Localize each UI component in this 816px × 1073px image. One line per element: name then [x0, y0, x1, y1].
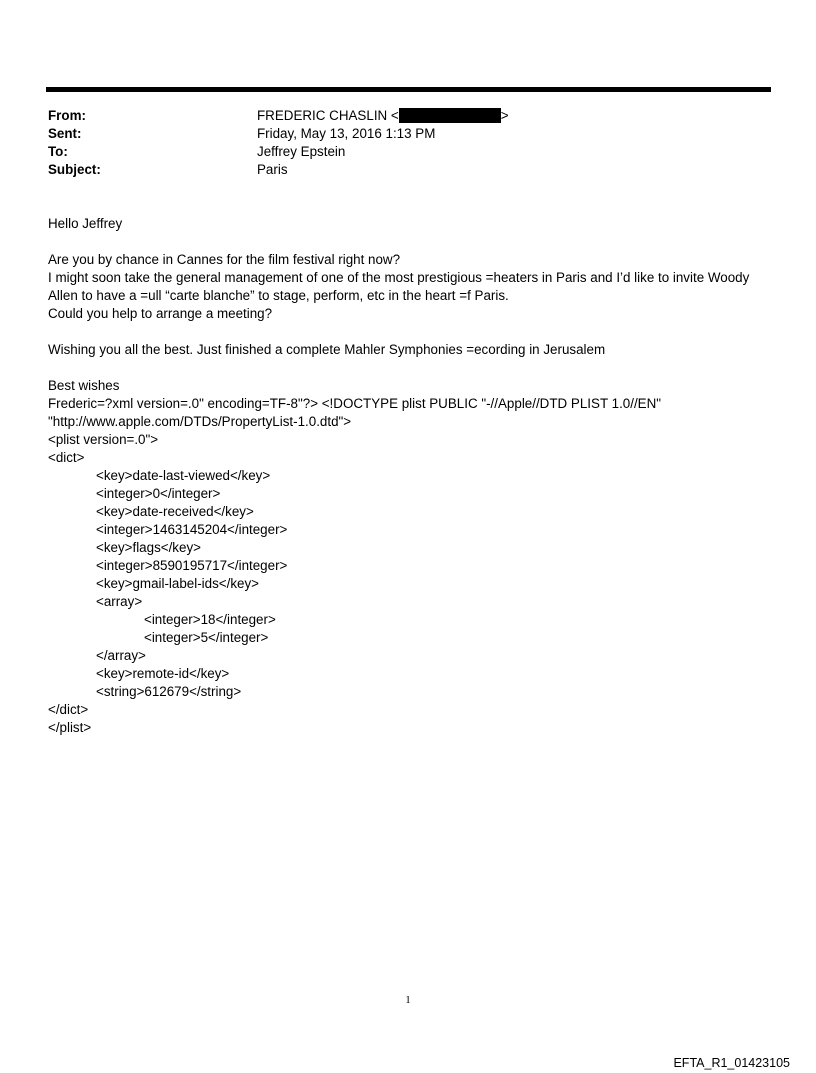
- plist-line: <string>612679</string>: [96, 684, 242, 699]
- plist-line: "http://www.apple.com/DTDs/PropertyList-1.0.dtd">: [48, 414, 352, 429]
- plist-line: <integer>8590195717</integer>: [96, 558, 288, 573]
- paragraph-1: [48, 251, 788, 323]
- to-value: Jeffrey Epstein: [257, 144, 346, 159]
- page-number: 1: [405, 994, 411, 1006]
- to-row: [48, 143, 509, 161]
- signoff-and-plist: [48, 377, 788, 737]
- plist-line: </dict>: [48, 702, 89, 717]
- from-label: From:: [48, 108, 86, 123]
- plist-line: </plist>: [48, 720, 92, 735]
- sent-row: [48, 125, 509, 143]
- document-id: EFTA_R1_01423105: [673, 1056, 790, 1070]
- paragraph-line: Allen to have a =ull “carte blanche” to stage, perform, etc in the heart =f Paris.: [48, 288, 509, 303]
- plist-line: <plist version=.0">: [48, 432, 159, 447]
- plist-line: <key>gmail-label-ids</key>: [96, 576, 260, 591]
- email-header: [48, 107, 509, 179]
- plist-line: Frederic=?xml version=.0" encoding=TF-8"?> <!DOCTYPE plist PUBLIC "-//Apple//DTD PLIST 1.0//EN": [48, 396, 662, 411]
- plist-line: </array>: [96, 648, 146, 663]
- subject-row: [48, 161, 509, 179]
- sent-label: Sent:: [48, 126, 82, 141]
- from-name: FREDERIC CHASLIN <: [257, 108, 399, 123]
- plist-line: <dict>: [48, 450, 85, 465]
- to-label: To:: [48, 144, 68, 159]
- plist-line: <key>date-last-viewed</key>: [96, 468, 271, 483]
- plist-line: <integer>5</integer>: [144, 630, 269, 645]
- subject-label: Subject:: [48, 162, 101, 177]
- plist-line: <integer>0</integer>: [96, 486, 221, 501]
- subject-value: Paris: [257, 162, 288, 177]
- plist-line: <array>: [96, 594, 143, 609]
- paragraph-line: Are you by chance in Cannes for the film festival right now?: [48, 252, 401, 267]
- plist-line: <integer>1463145204</integer>: [96, 522, 288, 537]
- plist-line: <key>remote-id</key>: [96, 666, 230, 681]
- paragraph-line: Could you help to arrange a meeting?: [48, 306, 273, 321]
- paragraph-2: Wishing you all the best. Just finished a complete Mahler Symphonies =ecording in Jerusalem: [48, 342, 606, 357]
- redaction-block: [399, 108, 501, 123]
- sent-value: Friday, May 13, 2016 1:13 PM: [257, 126, 436, 141]
- header-rule: [46, 87, 771, 92]
- plist-line: <key>date-received</key>: [96, 504, 254, 519]
- plist-line: <integer>18</integer>: [144, 612, 276, 627]
- plist-line: <key>flags</key>: [96, 540, 201, 555]
- from-value: [257, 107, 509, 125]
- signoff: Best wishes: [48, 378, 120, 393]
- from-row: [48, 107, 509, 125]
- paragraph-line: I might soon take the general management of one of the most prestigious =heaters in Paris and I’d like to invite Woody: [48, 270, 750, 285]
- email-body: [48, 215, 788, 737]
- greeting: Hello Jeffrey: [48, 216, 123, 231]
- from-close: >: [500, 108, 509, 123]
